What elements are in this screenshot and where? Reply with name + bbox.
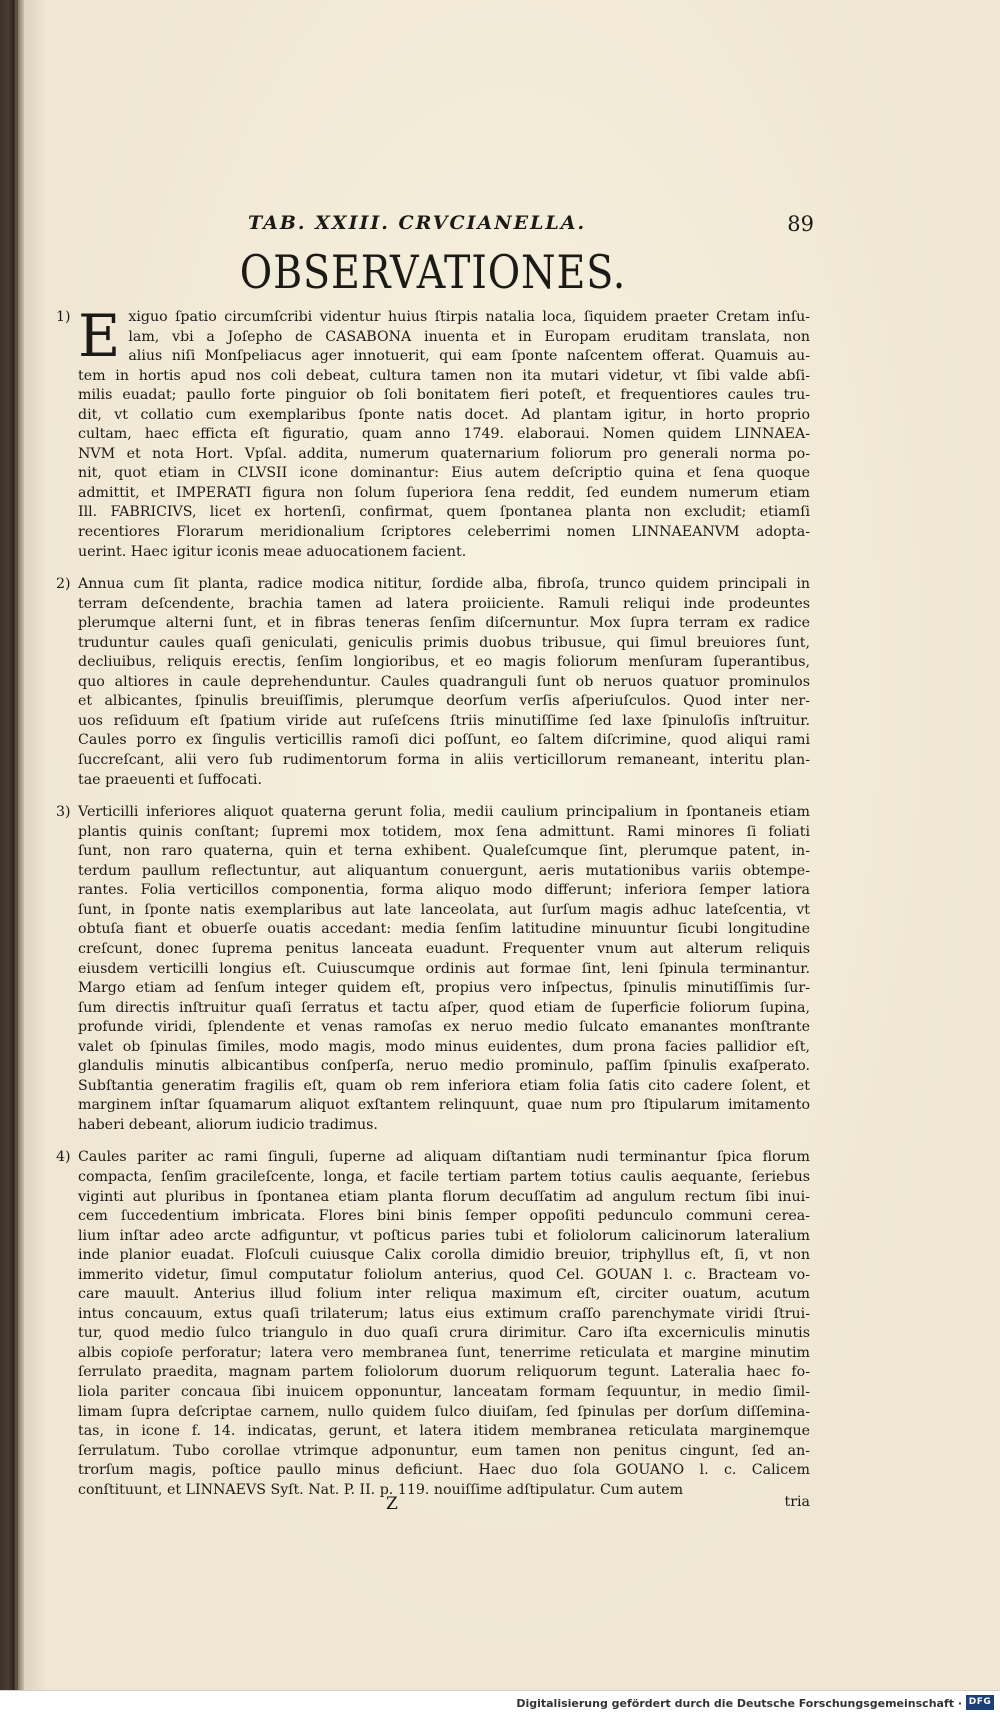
text-line: terdum paullum reflectuntur, aut aliquantum conuergunt, aeris mutationibus variis obtempe-: [78, 862, 810, 879]
text-line: Ill. FABRICIVS, licet ex hortenſi, confirmat, quem ſpontanea planta non excludit; etiamſi: [78, 504, 810, 521]
text-line: albis copioſe perforatur; latera vero membranea ſunt, tenerrime reticulata et margine minutim: [78, 1344, 810, 1361]
text-line: admittit, et IMPERATI figura non ſolum ſuperiora ſena reddit, ſed eundem numerum etiam: [78, 484, 810, 501]
text-line: tem in hortis apud nos coli debeat, cultura tamen non ita mutari videtur, vt ſibi valde abſi-: [78, 367, 810, 384]
catchline: [56, 1494, 810, 1522]
text-line: cem ſuccedentium imbricata. Flores bini binis ſemper oppoſiti pedunculo communi cerea-: [78, 1208, 810, 1225]
catchword: tria: [784, 1494, 810, 1511]
text-line: ſerrulato praedita, magnam partem foliolorum duorum reliquorum tegunt. Lateralia haec fo-: [78, 1364, 810, 1381]
text-line: dit, vt collatio cum exemplaribus ſponte natis docet. Ad plantam igitur, in horto proprio: [78, 406, 810, 423]
text-line: milis euadat; paullo forte pinguior ob ſoli bonitatem fieri poteſt, et frequentiores caules tru-: [78, 387, 810, 404]
text-line: conſtituunt, et LINNAEVS Syſt. Nat. P. II. p. 119. nouiſſime adſtipulatur. Cum autem: [78, 1481, 684, 1498]
text-line: NVM et nota Hort. Vpſal. addita, numerum quaternarium foliorum pro generali norma po-: [78, 445, 810, 462]
text-line: xiguo ſpatio circumſcribi videntur huius ſtirpis natalia loca, ſiquidem praeter Cretam inſu-: [128, 309, 810, 325]
text-line: nit, quot etiam in CLVSII icone dominantur: Eius autem deſcriptio quina et ſena quoque: [78, 465, 810, 482]
dfg-logo: DFG: [966, 1695, 994, 1710]
text-line: et albicantes, ſpinulis breuiſſimis, plerumque deorſum verſis aſperiuſculos. Quod inter ner-: [78, 693, 810, 710]
text-line: inde planior euadat. Floſculi cuiusque Calix corolla dimidio breuior, triphyllus eſt, ſi, vt non: [78, 1247, 810, 1264]
text-line: plantis quinis conſtant; ſupremi mox totidem, mox ſena admittunt. Rami minores ſi foliati: [78, 823, 810, 840]
text-line: compacta, ſenſim gracileſcente, longa, et facile tertiam partem totius caulis aequante, ſeriebus: [78, 1168, 810, 1185]
text-line: terram deſcendente, brachia tamen ad latera proiiciente. Ramuli reliqui inde prodeuntes: [78, 595, 810, 612]
page-gutter: [18, 0, 24, 1690]
text-line: tur, quod medio ſulco triangulo in duo quaſi crura dirimitur. Caro iſta excerniculis minutis: [78, 1325, 810, 1342]
text-line: Margo etiam ad ſenſum integer quidem eſt, propius vero inſpectus, ſpinulis minutiſſimis ſur-: [78, 980, 810, 997]
text-line: ſuccreſcant, alii vero ſub rudimentorum forma in aliis verticillorum remaneant, interitu plan-: [78, 752, 810, 769]
paragraph-3: [56, 803, 810, 1135]
text-line: cultam, haec efficta eſt figuratio, quam anno 1749. elaboraui. Nomen quidem LINNAEA-: [78, 426, 810, 443]
text-line: intus concauum, extus quaſi trilaterum; latus eius extimum craſſo parenchymate viridi ſtrui-: [78, 1305, 810, 1322]
text-line: immerito videtur, ſimul computatur foliolum anterius, quod Cel. GOUAN l. c. Bracteam vo-: [78, 1266, 810, 1283]
text-line: glandulis minutis albicantibus conſperſa, neruo medio prominulo, paſſim ſpinulis exaſperato.: [78, 1058, 810, 1075]
text-line: viginti aut pluribus in ſpontanea etiam planta florum decuſſatim ad angulum rectum ſibi inui-: [78, 1188, 810, 1205]
drop-capital: E: [78, 302, 121, 370]
signature-mark: Z: [386, 1494, 398, 1515]
text-line: liola pariter concaua ſibi inuicem opponuntur, lanceatam formam ſequuntur, in medio ſimil-: [78, 1383, 810, 1400]
text-line: eiusdem verticilli longius eſt. Cuiuscumque ordinis aut formae ſint, leni ſpinula terminantur.: [78, 960, 810, 977]
text-line: ſerrulatum. Tubo corollae vtrimque adponuntur, eum tamen non penitus cingunt, ſed an-: [78, 1442, 810, 1459]
text-line: uos reſiduum eſt ſpatium viride aut ruſeſcens ſtriis minutiſſime ſed laxe ſpinuloſis inſtruitur.: [78, 712, 810, 729]
text-line: lium inſtar adeo arcte adfiguntur, vt poſticus paries tubi et foliolorum calicinorum lateralium: [78, 1227, 810, 1244]
paragraph-list: [56, 302, 810, 1500]
paragraph-number: 1): [56, 309, 71, 325]
text-line: Verticilli inferiores aliquot quaterna gerunt folia, medii caulium principalium in ſpontaneis etiam: [78, 804, 810, 821]
text-line: lam, vbi a Joſepho de CASABONA inuenta et in Europam eruditam translata, non: [128, 328, 810, 345]
text-line: trorſum magis, poſtice paullo minus deficiunt. Haec duo ſola GOUANO l. c. Calicem: [78, 1462, 810, 1479]
text-line: ſunt, non raro quaterna, quin et terna exhibent. Qualeſcumque ſint, plerumque patent, in-: [78, 843, 810, 860]
paragraph-number: 3): [56, 804, 71, 821]
text-line: haberi debeant, aliorum iudicio tradimus.: [78, 1116, 378, 1133]
text-line: alius niſi Monſpeliacus ager innotuerit, qui eam ſponte naſcentem offerat. Quamuis au-: [128, 348, 810, 365]
running-title: TAB. XXIII. CRVCIANELLA.: [248, 212, 587, 234]
text-line: rantes. Folia verticillos componentia, forma aliquo modo differunt; inferiora ſemper latiora: [78, 882, 810, 899]
page-number: 89: [787, 212, 814, 236]
funding-notice: Digitalisierung gefördert durch die Deutsche Forschungsgemeinschaft ·: [516, 1697, 962, 1710]
paragraph-1: [56, 302, 810, 562]
text-line: tae praeuenti et ſuffocati.: [78, 771, 262, 788]
text-line: profunde viridi, ſplendente et venas ramoſas ex neruo medio ſulcato emanantes monſtrante: [78, 1019, 810, 1036]
text-line: ſum directis inſtruitur quaſi ſerratus et tactu aſper, quod etiam de ſuperficie foliorum ſupina,: [78, 999, 810, 1016]
text-line: truduntur caules quaſi geniculati, geniculis primis duobus tribusue, qui ſimul breuiores ſunt,: [78, 634, 810, 651]
paragraph-number: 4): [56, 1149, 71, 1166]
text-line: Caules pariter ac rami ſinguli, ſuperne ad aliquam diſtantiam nudi terminantur ſpica florum: [78, 1149, 810, 1166]
text-line: Caules porro ex ſingulis verticillis ramoſi dici poſſunt, eo ſaltem diſcrimine, quod aliqui rami: [78, 732, 810, 749]
text-line: uerint. Haec igitur iconis meae aduocationem facient.: [78, 543, 467, 560]
text-line: obtuſa fiant et obuerſe ouatis accedant: media ſenſim latitudine minuuntur ſicubi longitudine: [78, 921, 810, 938]
text-line: marginem inſtar ſquamarum aliquot exſtantem relinquunt, quae num pro ſtipularum imitamento: [78, 1097, 810, 1114]
text-line: tas, in icone f. 14. indicatas, gerunt, et latera itidem membranea reticulata marginemque: [78, 1423, 810, 1440]
text-line: quo altiores in caule deprehenduntur. Caules quadranguli ſunt ob neruos quatuor prominulos: [78, 673, 810, 690]
text-line: recentiores Florarum meridionalium ſcriptores celeberrimi nomen LINNAEANVM adopta-: [78, 524, 810, 541]
text-line: decliuibus, reliquis erectis, ſenſim longioribus, et eo magis foliorum menſuram ſuperantibus,: [78, 654, 810, 671]
page-text-block: [56, 210, 814, 1522]
text-line: plerumque alterni ſunt, et in fibras teneras ſenſim diſcernuntur. Mox ſupra terram ex radice: [78, 615, 810, 632]
text-line: Subſtantia generatim fragilis eſt, quam ob rem inferiora etiam folia ſatis cito cadere ſolent, et: [78, 1077, 810, 1094]
text-line: limam ſupra deſcriptae carnem, nullo quidem ſulco diuiſam, ſed ſpinulas per dorſum diſſemina-: [78, 1403, 810, 1420]
paragraph-number: 2): [56, 576, 71, 593]
text-line: valet ob ſpinulas ſimiles, modo magis, modo minus euidentes, dum prona facies pallidior eſt,: [78, 1038, 810, 1055]
running-head: [56, 210, 814, 244]
text-line: Annua cum ſit planta, radice modica nititur, ſordide alba, fibroſa, trunco quidem principali in: [78, 576, 810, 593]
paragraph-4: [56, 1148, 810, 1500]
text-line: ſunt, in ſponte natis exemplaribus aut late lanceolata, aut ſurſum magis adhuc lateſcentia, vt: [78, 901, 810, 918]
paragraph-2: [56, 575, 810, 790]
text-line: care mauult. Anterius illud folium inter reliqua maximum eſt, circiter ouatum, acutum: [78, 1286, 810, 1303]
section-heading: OBSERVATIONES.: [239, 245, 627, 299]
text-line: creſcunt, donec ſuprema penitus lanceata euadunt. Frequenter vnum aut alterum reliquis: [78, 940, 810, 957]
